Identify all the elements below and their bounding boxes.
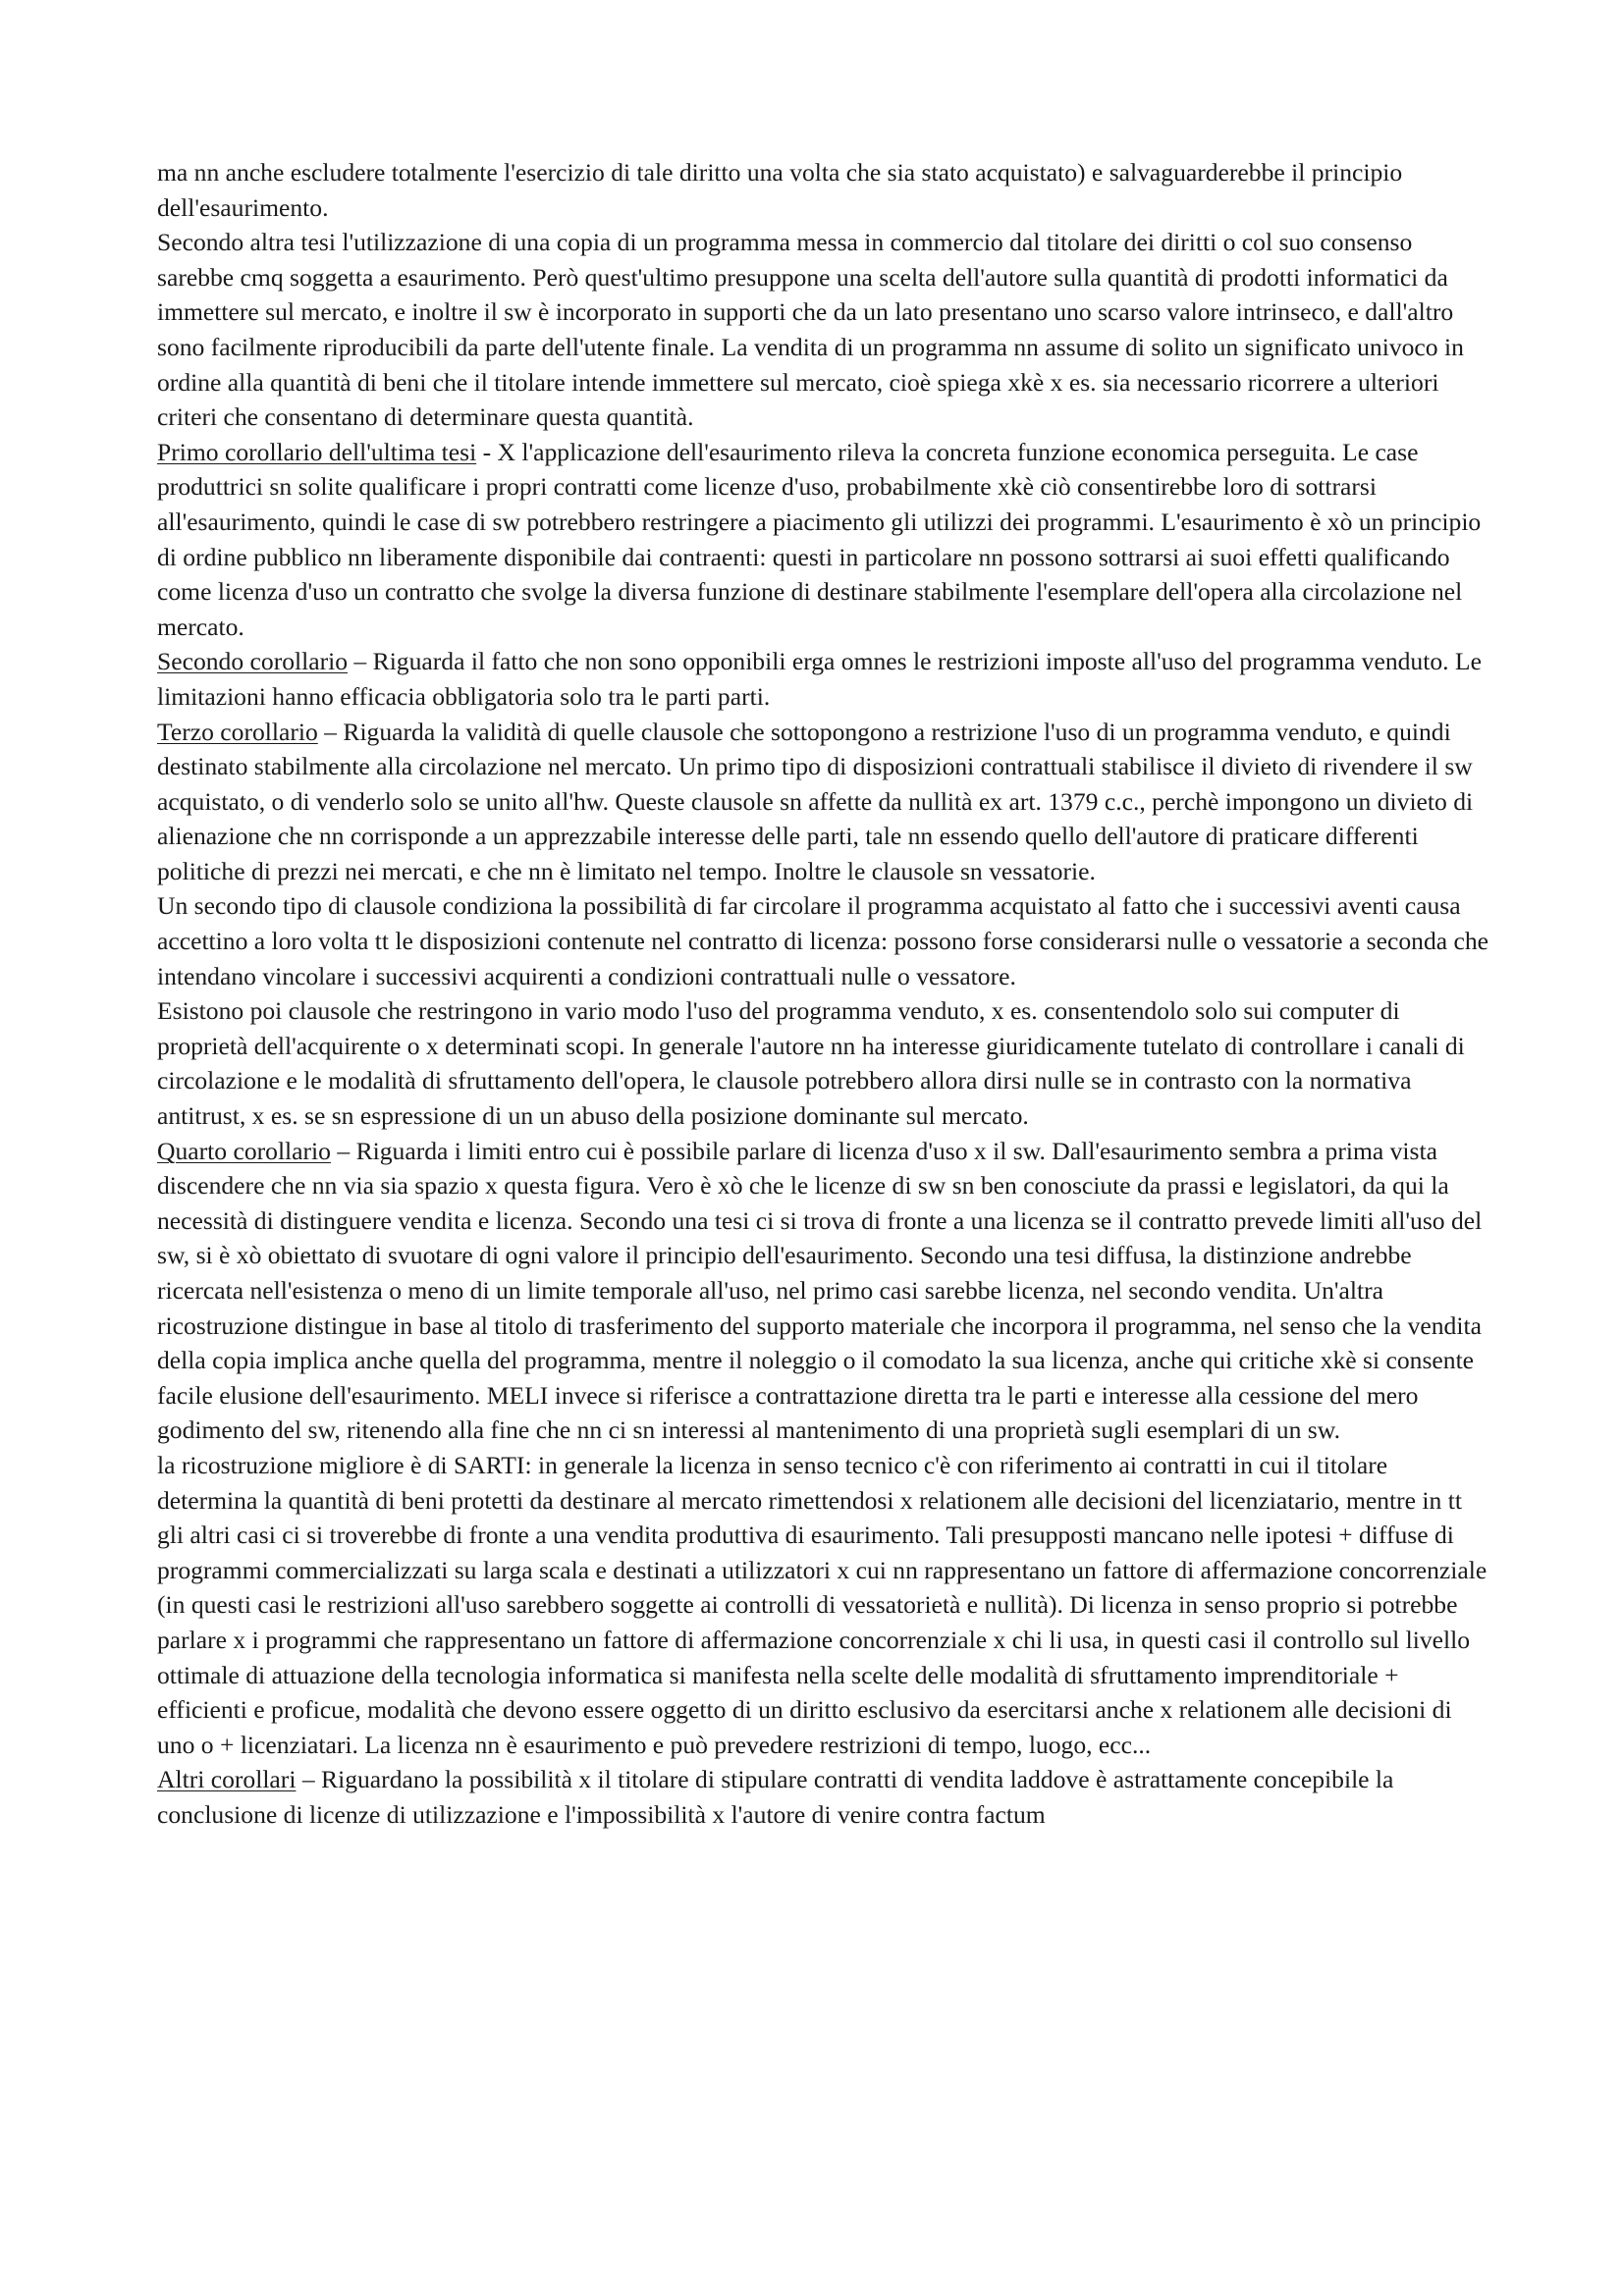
paragraph-quarto-corollario <box>157 1134 1492 1448</box>
heading-separator: – <box>330 1136 356 1165</box>
heading-separator: - <box>476 437 498 466</box>
document-page <box>157 155 1492 1833</box>
heading-separator: – <box>296 1765 322 1794</box>
paragraph-text: Riguarda il fatto che non sono opponibili erga omnes le restrizioni imposte all'uso del programma venduto. Le limitazioni hanno efficacia obbligatoria solo tra le parti parti. <box>157 647 1482 711</box>
paragraph-text: la ricostruzione migliore è di SARTI: in generale la licenza in senso tecnico c'è con riferimento ai contratti in cui il titolare determina la quantità di beni protetti da destinare al mercato rimettendosi x relationem alle decisioni del licenziatario, mentre in tt gli altri casi ci si troverebbe di fronte a una vendita produttiva di esaurimento. Tali presupposti mancano nelle ipotesi + diffuse di programmi commercializzati su larga scala e destinati a utilizzatori x cui nn rappresentano un fattore di affermazione concorrenziale (in questi casi le restrizioni all'uso sarebbero soggette ai controlli di vessatorietà e nullità). Di licenza in senso proprio si potrebbe parlare x i programmi che rappresentano un fattore di affermazione concorrenziale x chi li usa, in questi casi il controllo sul livello ottimale di attuazione della tecnologia informatica si manifesta nella scelte delle modalità di sfruttamento imprenditoriale + efficienti e proficue, modalità che devono essere oggetto di un diritto esclusivo da esercitarsi anche x relationem alle decisioni di uno o + licenziatari. La licenza nn è esaurimento e può prevedere restrizioni di tempo, luogo, ecc... <box>157 1450 1488 1759</box>
section-heading: Secondo corollario <box>157 647 349 676</box>
paragraph-terzo-corollario <box>157 715 1492 889</box>
heading-separator: – <box>317 717 344 746</box>
paragraph-text: Un secondo tipo di clausole condiziona la possibilità di far circolare il programma acquistato al fatto che i successivi aventi causa accettino a loro volta tt le disposizioni contenute nel contratto di licenza: possono forse considerarsi nulle o vessatorie a seconda che intendano vincolare i successivi acquirenti a condizioni contrattuali nulle o vessatore. <box>157 891 1489 990</box>
paragraph-text: ma nn anche escludere totalmente l'esercizio di tale diritto una volta che sia stato acquistato) e salvaguarderebbe il principio dell'esaurimento. <box>157 158 1403 222</box>
section-heading: Altri corollari <box>157 1765 297 1794</box>
paragraph-secondo-corollario <box>157 644 1492 714</box>
paragraph-text: Riguarda la validità di quelle clausole che sottopongono a restrizione l'uso di un programma venduto, e quindi destinato stabilmente alla circolazione nel mercato. Un primo tipo di disposizioni contrattuali stabilisce il divieto di rivendere il sw acquistato, o di venderlo solo se unito all'hw. Queste clausole sn affette da nullità ex art. 1379 c.c., perchè impongono un divieto di alienazione che nn corrisponde a un apprezzabile interesse delle parti, tale nn essendo quello dell'autore di praticare differenti politiche di prezzi nei mercati, e che nn è limitato nel tempo. Inoltre le clausole sn vessatorie. <box>157 717 1474 885</box>
section-heading: Terzo corollario <box>157 717 318 746</box>
section-heading: Primo corollario dell'ultima tesi <box>157 437 477 466</box>
paragraph-text: Riguarda i limiti entro cui è possibile parlare di licenza d'uso x il sw. Dall'esaurimento sembra a prima vista discendere che nn via sia spazio x questa figura. Vero è xò che le licenze di sw sn ben conosciute da prassi e legislatori, da qui la necessità di distinguere vendita e licenza. Secondo una tesi ci si trova di fronte a una licenza se il contratto prevede limiti all'uso del sw, si è xò obiettato di svuotare di ogni valore il principio dell'esaurimento. Secondo una tesi diffusa, la distinzione andrebbe ricercata nell'esistenza o meno di un limite temporale all'uso, nel primo casi sarebbe licenza, nel secondo vendita. Un'altra ricostruzione distingue in base al titolo di trasferimento del supporto materiale che incorpora il programma, nel senso che la vendita della copia implica anche quella del programma, mentre il noleggio o il comodato la sua licenza, anche qui critiche xkè si consente facile elusione dell'esaurimento. MELI invece si riferisce a contrattazione diretta tra le parti e interesse alla cessione del mero godimento del sw, ritenendo alla fine che nn ci sn interessi al mantenimento di una proprietà sugli esemplari di un sw. <box>157 1136 1483 1445</box>
paragraph-altri-corollari <box>157 1762 1492 1832</box>
paragraph-primo-corollario <box>157 435 1492 645</box>
paragraph-1 <box>157 155 1492 225</box>
paragraph-text: Riguardano la possibilità x il titolare di stipulare contratti di vendita laddove è astrattamente concepibile la conclusione di licenze di utilizzazione e l'impossibilità x l'autore di venire contra factum <box>157 1765 1394 1829</box>
section-heading: Quarto corollario <box>157 1136 331 1165</box>
paragraph-text: Esistono poi clausole che restringono in vario modo l'uso del programma venduto, x es. consentendolo solo sui computer di proprietà dell'acquirente o x determinati scopi. In generale l'autore nn ha interesse giuridicamente tutelato di controllare i canali di circolazione e le modalità di sfruttamento dell'opera, le clausole potrebbero allora dirsi nulle se in contrasto con la normativa antitrust, x es. se sn espressione di un un abuso della posizione dominante sul mercato. <box>157 996 1465 1131</box>
paragraph-9 <box>157 1448 1492 1762</box>
heading-separator: – <box>348 647 373 676</box>
paragraph-text: Secondo altra tesi l'utilizzazione di una copia di un programma messa in commercio dal titolare dei diritti o col suo consenso sarebbe cmq soggetta a esaurimento. Però quest'ultimo presuppone una scelta dell'autore sulla quantità di prodotti informatici da immettere sul mercato, e inoltre il sw è incorporato in supporti che da un lato presentano uno scarso valore intrinseco, e dall'altro sono facilmente riproducibili da parte dell'utente finale. La vendita di un programma nn assume di solito un significato univoco in ordine alla quantità di beni che il titolare intende immettere sul mercato, cioè spiega xkè x es. sia necessario ricorrere a ulteriori criteri che consentano di determinare questa quantità. <box>157 228 1464 432</box>
paragraph-text: X l'applicazione dell'esaurimento rileva la concreta funzione economica perseguita. Le case produttrici sn solite qualificare i propri contratti come licenze d'uso, probabilmente xkè ciò consentirebbe loro di sottrarsi all'esaurimento, quindi le case di sw potrebbero restringere a piacimento gli utilizzi dei programmi. L'esaurimento è xò un principio di ordine pubblico nn liberamente disponibile dai contraenti: questi in particolare nn possono sottrarsi ai suoi effetti qualificando come licenza d'uso un contratto che svolge la diversa funzione di destinare stabilmente l'esemplare dell'opera alla circolazione nel mercato. <box>157 437 1482 641</box>
paragraph-6 <box>157 888 1492 993</box>
paragraph-7 <box>157 993 1492 1133</box>
paragraph-2 <box>157 225 1492 435</box>
